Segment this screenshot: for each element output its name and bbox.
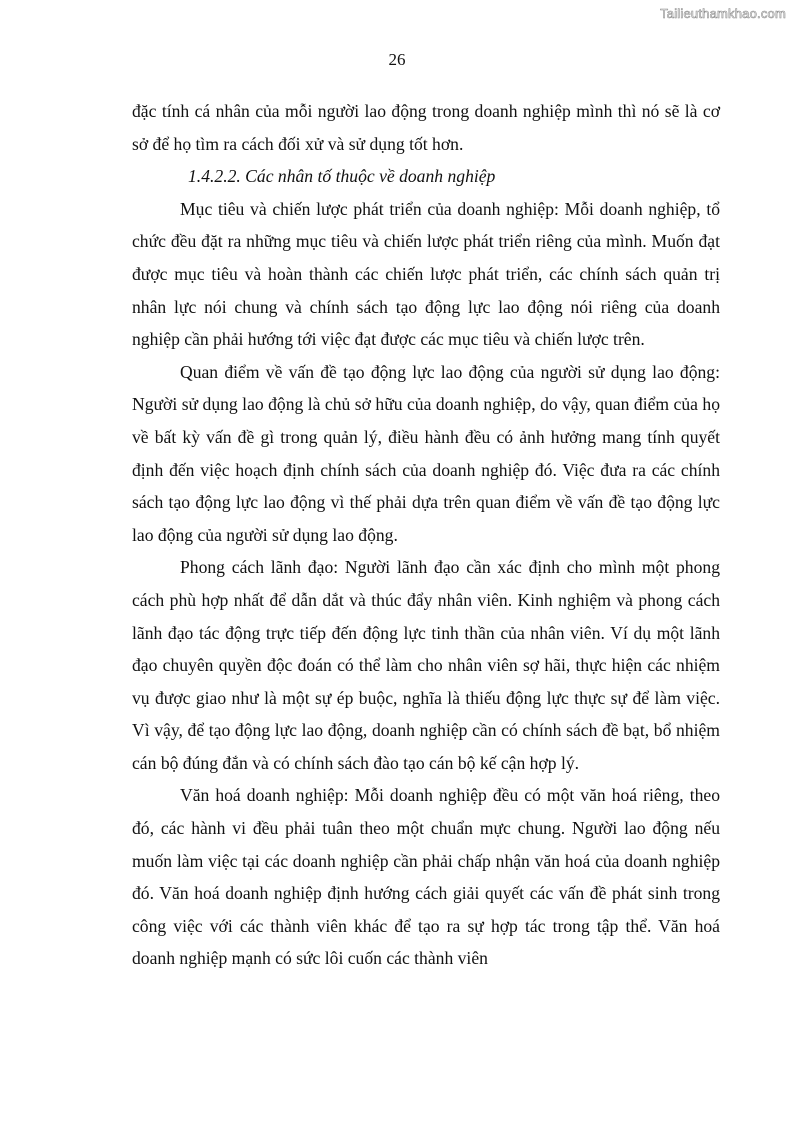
paragraph-corporate-culture: Văn hoá doanh nghiệp: Mỗi doanh nghiệp đều có một văn hoá riêng, theo đó, các hành vi đều phải tuân theo một chuẩn mực chung. Người lao động nếu muốn làm việc tại các doanh nghiệp cần phải chấp nhận văn hoá của doanh nghiệp đó. Văn hoá doanh nghiệp định hướng cách giải quyết các vấn đề phát sinh trong công việc với các thành viên khác để tạo ra sự hợp tác trong tập thể. Văn hoá doanh nghiệp mạnh có sức lôi cuốn các thành viên bbox=[132, 785, 720, 969]
watermark: Tailieuthamkhao.com bbox=[660, 6, 786, 21]
document-body bbox=[132, 95, 720, 975]
paragraph-employer-viewpoint: Quan điểm về vấn đề tạo động lực lao động của người sử dụng lao động: Người sử dụng lao động là chủ sở hữu của doanh nghiệp, do vậy, quan điểm của họ về bất kỳ vấn đề gì trong quản lý, điều hành đều có ảnh hưởng mang tính quyết định đến việc hoạch định chính sách của doanh nghiệp đó. Việc đưa ra các chính sách tạo động lực lao động vì thế phải dựa trên quan điểm về vấn đề tạo động lực lao động của người sử dụng lao động. bbox=[132, 361, 720, 545]
paragraph-leadership-style: Phong cách lãnh đạo: Người lãnh đạo cần xác định cho mình một phong cách phù hợp nhất để dẫn dắt và thúc đẩy nhân viên. Kinh nghiệm và phong cách lãnh đạo tác động trực tiếp đến động lực tinh thần của nhân viên. Ví dụ một lãnh đạo chuyên quyền độc đoán có thể làm cho nhân viên sợ hãi, thực hiện các nhiệm vụ được giao như là một sự ép buộc, nghĩa là thiếu động lực thực sự để làm việc. Vì vậy, để tạo động lực lao động, doanh nghiệp cần có chính sách đề bạt, bổ nhiệm cán bộ đúng đắn và có chính sách đào tạo cán bộ kế cận hợp lý. bbox=[132, 557, 720, 773]
paragraph-goals-strategy: Mục tiêu và chiến lược phát triển của doanh nghiệp: Mỗi doanh nghiệp, tổ chức đều đặt ra những mục tiêu và chiến lược phát triển riêng của mình. Muốn đạt được mục tiêu và hoàn thành các chiến lược phát triển, các chính sách quản trị nhân lực nói chung và chính sách tạo động lực lao động nói riêng của doanh nghiệp cần phải hướng tới việc đạt được các mục tiêu và chiến lược trên. bbox=[132, 198, 720, 350]
section-heading: 1.4.2.2. Các nhân tố thuộc về doanh nghiệp bbox=[188, 166, 496, 187]
paragraph-continuation: đặc tính cá nhân của mỗi người lao động trong doanh nghiệp mình thì nó sẽ là cơ sở để họ tìm ra cách đối xử và sử dụng tốt hơn. bbox=[132, 101, 720, 154]
page-number: 26 bbox=[388, 50, 406, 69]
